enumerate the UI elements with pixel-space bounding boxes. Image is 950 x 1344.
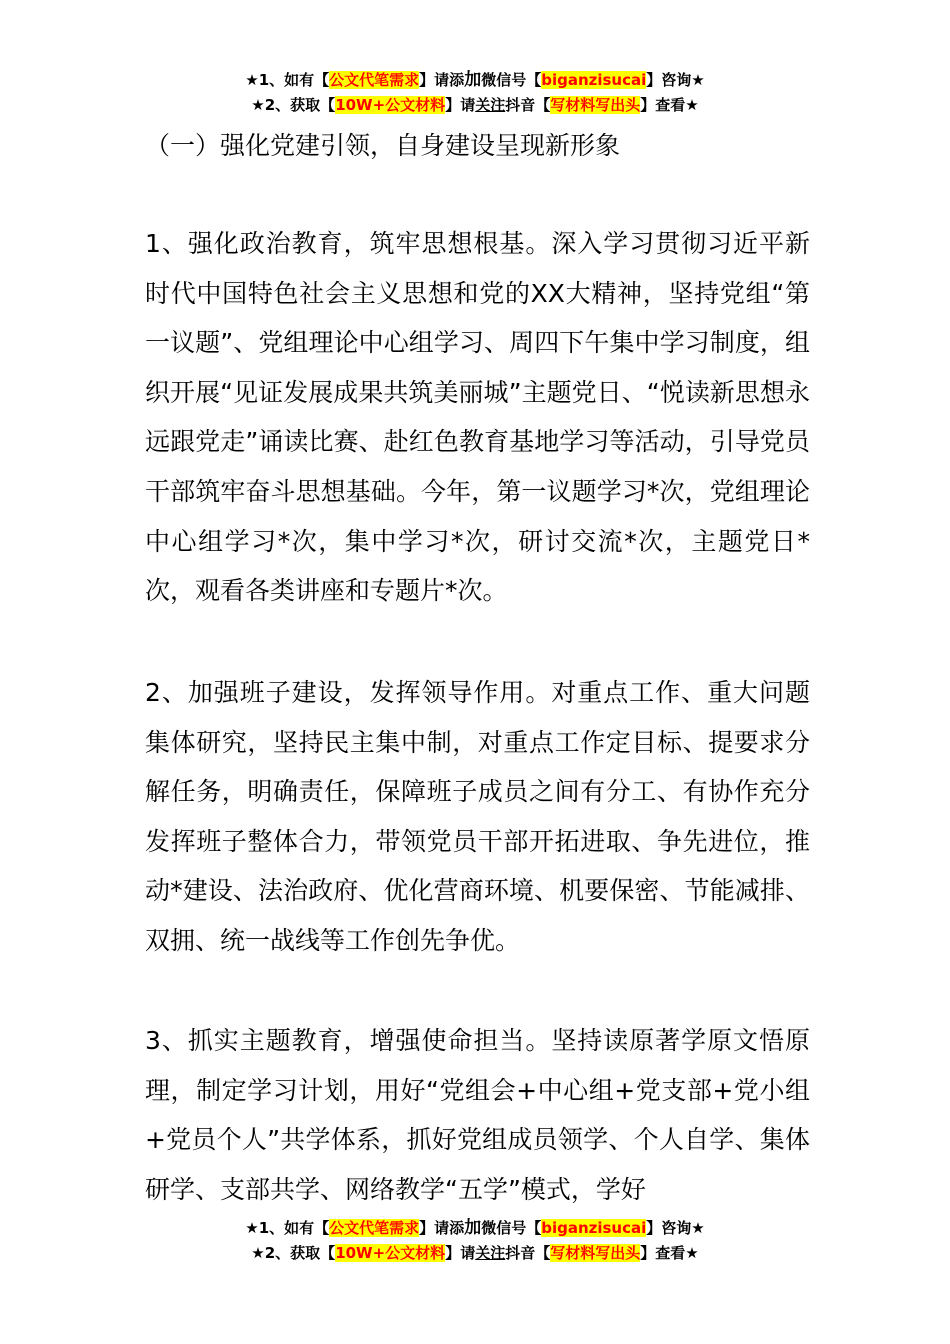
banner-highlight: 写材料写出头 <box>550 96 641 114</box>
banner-text: ★2、获取【 <box>251 96 336 114</box>
paragraph-3: 3、抓实主题教育，增强使命担当。坚持读原著学原文悟原理，制定学习计划，用好“党组会+中心组+党支部+党小组+党员个人”共学体系，抓好党组成员领学、个人自学、集体研学、支部共学、网络教学“五学”模式，学好 <box>145 1026 810 1204</box>
banner-highlight: 10W+公文材料 <box>335 1244 446 1262</box>
banner-text: 微信号【 <box>481 1219 542 1237</box>
banner-text: 关注 <box>475 1244 506 1262</box>
banner-text: 抖音【 <box>505 1244 551 1262</box>
paragraph-1: 1、强化政治教育，筑牢思想根基。深入学习贯彻习近平新时代中国特色社会主义思想和党的XX大精神，坚持党组“第一议题”、党组理论中心组学习、周四下午集中学习制度，组织开展“见证发展成果共筑美丽城”主题党日、“悦读新思想永远跟党走”诵读比赛、赴红色教育基地学习等活动，引导党员干部筑牢奋斗思想基础。今年，第一议题学习*次，党组理论中心组学习*次，集中学习*次，研讨交流*次，主题党日*次，观看各类讲座和专题片*次。 <box>145 229 810 606</box>
banner-text: 】查看★ <box>640 96 699 114</box>
banner-line-1 <box>0 68 950 93</box>
banner-line-1 <box>0 1216 950 1241</box>
banner-highlight: 公文代笔需求 <box>329 1219 420 1237</box>
banner-text: 】请添 <box>419 71 465 89</box>
banner-text: ★1、如有【 <box>245 71 330 89</box>
banner-line-2 <box>0 93 950 118</box>
banner-text: 】咨询★ <box>646 1219 705 1237</box>
banner-highlight: 公文代笔需求 <box>329 71 420 89</box>
banner-text: 加 <box>464 1218 482 1238</box>
banner-line-2 <box>0 1241 950 1266</box>
banner-text: 】查看★ <box>640 1244 699 1262</box>
banner-text: 】请 <box>445 1244 476 1262</box>
bottom-banner <box>0 1216 950 1266</box>
banner-text: ★2、获取【 <box>251 1244 336 1262</box>
banner-text: 】咨询★ <box>646 71 705 89</box>
banner-highlight: 10W+公文材料 <box>335 96 446 114</box>
section-heading: （一）强化党建引领，自身建设呈现新形象 <box>145 131 621 160</box>
banner-text: ★1、如有【 <box>245 1219 330 1237</box>
banner-highlight: biganzisucai <box>541 71 647 89</box>
banner-text: 微信号【 <box>481 71 542 89</box>
banner-text: 关注 <box>475 96 506 114</box>
banner-text: 】请 <box>445 96 476 114</box>
banner-text: 】请添 <box>419 1219 465 1237</box>
paragraph-2: 2、加强班子建设，发挥领导作用。对重点工作、重大问题集体研究，坚持民主集中制，对重点工作定目标、提要求分解任务，明确责任，保障班子成员之间有分工、有协作充分发挥班子整体合力，带领党员干部开拓进取、争先进位，推动*建设、法治政府、优化营商环境、机要保密、节能减排、双拥、统一战线等工作创先争优。 <box>145 678 810 955</box>
banner-text: 抖音【 <box>505 96 551 114</box>
banner-text: 加 <box>464 70 482 90</box>
top-banner <box>0 68 950 118</box>
banner-highlight: biganzisucai <box>541 1219 647 1237</box>
banner-highlight: 写材料写出头 <box>550 1244 641 1262</box>
